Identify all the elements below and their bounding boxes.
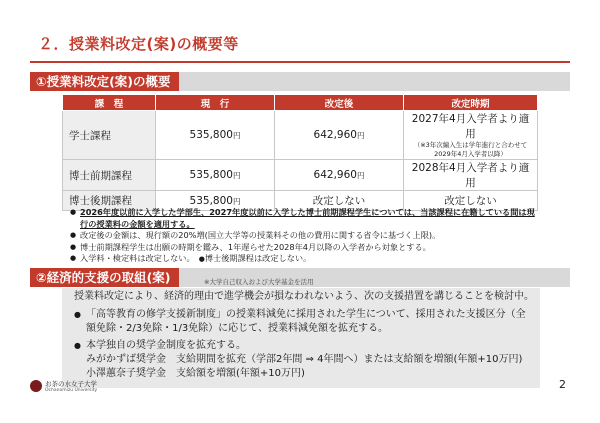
current-fee-cell: 535,800円 [156, 111, 275, 160]
support-bullet: ● 「高等教育の修学支援新制度」の授業料減免に採用された学生について、採用された支援区分（全 額免除・2/3免除・1/3免除）に応じて、授業料減免額を拡充する。 [74, 308, 546, 336]
title-divider [30, 61, 570, 63]
scholarship-item: 小澤蕙奈子奨学金 支給額を増額(年額+10万円) [86, 368, 305, 379]
course-cell: 博士前期課程 [63, 160, 156, 191]
course-cell: 学士課程 [63, 111, 156, 160]
page-title: ２．授業料改定(案)の概要等 [38, 35, 239, 53]
support-bullet: ● 本学独自の奨学金制度を拡充する。 [74, 339, 546, 353]
note-item: ● 2026年度以前に入学した学部生、2027年度以前に入学した博士前期課程学生については、当該課程に在籍している間は現行の授業料の金額を適用する。 [70, 207, 540, 230]
revised-fee-cell: 改定しない [275, 191, 404, 211]
timing-text: 2027年4月入学者より適用 [411, 113, 530, 140]
scholarship-item: みがかずば奨学金 支給期間を拡充（学部2年間 ⇒ 4年間へ）または支給額を増額(年額+10万円) [86, 354, 523, 365]
support-intro: 授業料改定により、経済的理由で進学機会が損なわれないよう、次の支援措置を講じることを検討中。 [74, 291, 534, 302]
page-number: 2 [559, 378, 566, 391]
note-item: ● 改定後の金額は、現行額の20%増(国立大学等の授業料その他の費用に関する省令に基づく上限)。 [70, 230, 540, 242]
university-logo-icon [30, 380, 42, 392]
current-fee-cell: 535,800円 [156, 160, 275, 191]
header-revised: 改定後 [275, 95, 404, 111]
revised-fee-cell: 642,960円 [275, 160, 404, 191]
section1-bar [30, 72, 570, 91]
university-name: お茶の水女子大学 [45, 380, 97, 388]
table-row [63, 160, 538, 191]
header-timing: 改定時期 [404, 95, 538, 111]
tuition-table [62, 94, 538, 211]
note-item: ● 入学料・検定料は改定しない。 ●博士後期課程は改定しない。 [70, 253, 540, 266]
timing-cell: 2028年4月入学者より適用 [404, 160, 538, 191]
header-course: 課 程 [63, 95, 156, 111]
revised-fee-cell: 642,960円 [275, 111, 404, 160]
section1-label: ①授業料改定(案)の概要 [30, 72, 179, 91]
timing-cell [404, 111, 538, 160]
note-item: ● 博士前期課程学生は出願の時期を鑑み、1年遅らせた2028年4月以降の入学者から対象とする。 [70, 242, 540, 254]
table-header-row [63, 95, 538, 111]
table-row [63, 111, 538, 160]
course-cell: 博士後期課程 [63, 191, 156, 211]
header-current: 現 行 [156, 95, 275, 111]
notes-list [70, 207, 540, 266]
timing-cell: 改定しない [404, 191, 538, 211]
current-fee-cell: 535,800円 [156, 191, 275, 211]
section2-label: ②経済的支援の取組(案) [30, 268, 179, 287]
timing-note: （※3年次編入生は学年進行と合わせて2029年4月入学者以降） [413, 141, 528, 158]
university-name-en: Ochanomizu University [45, 388, 98, 393]
section2-note: ※大学自己収入および大学基金を活用 [204, 278, 314, 286]
